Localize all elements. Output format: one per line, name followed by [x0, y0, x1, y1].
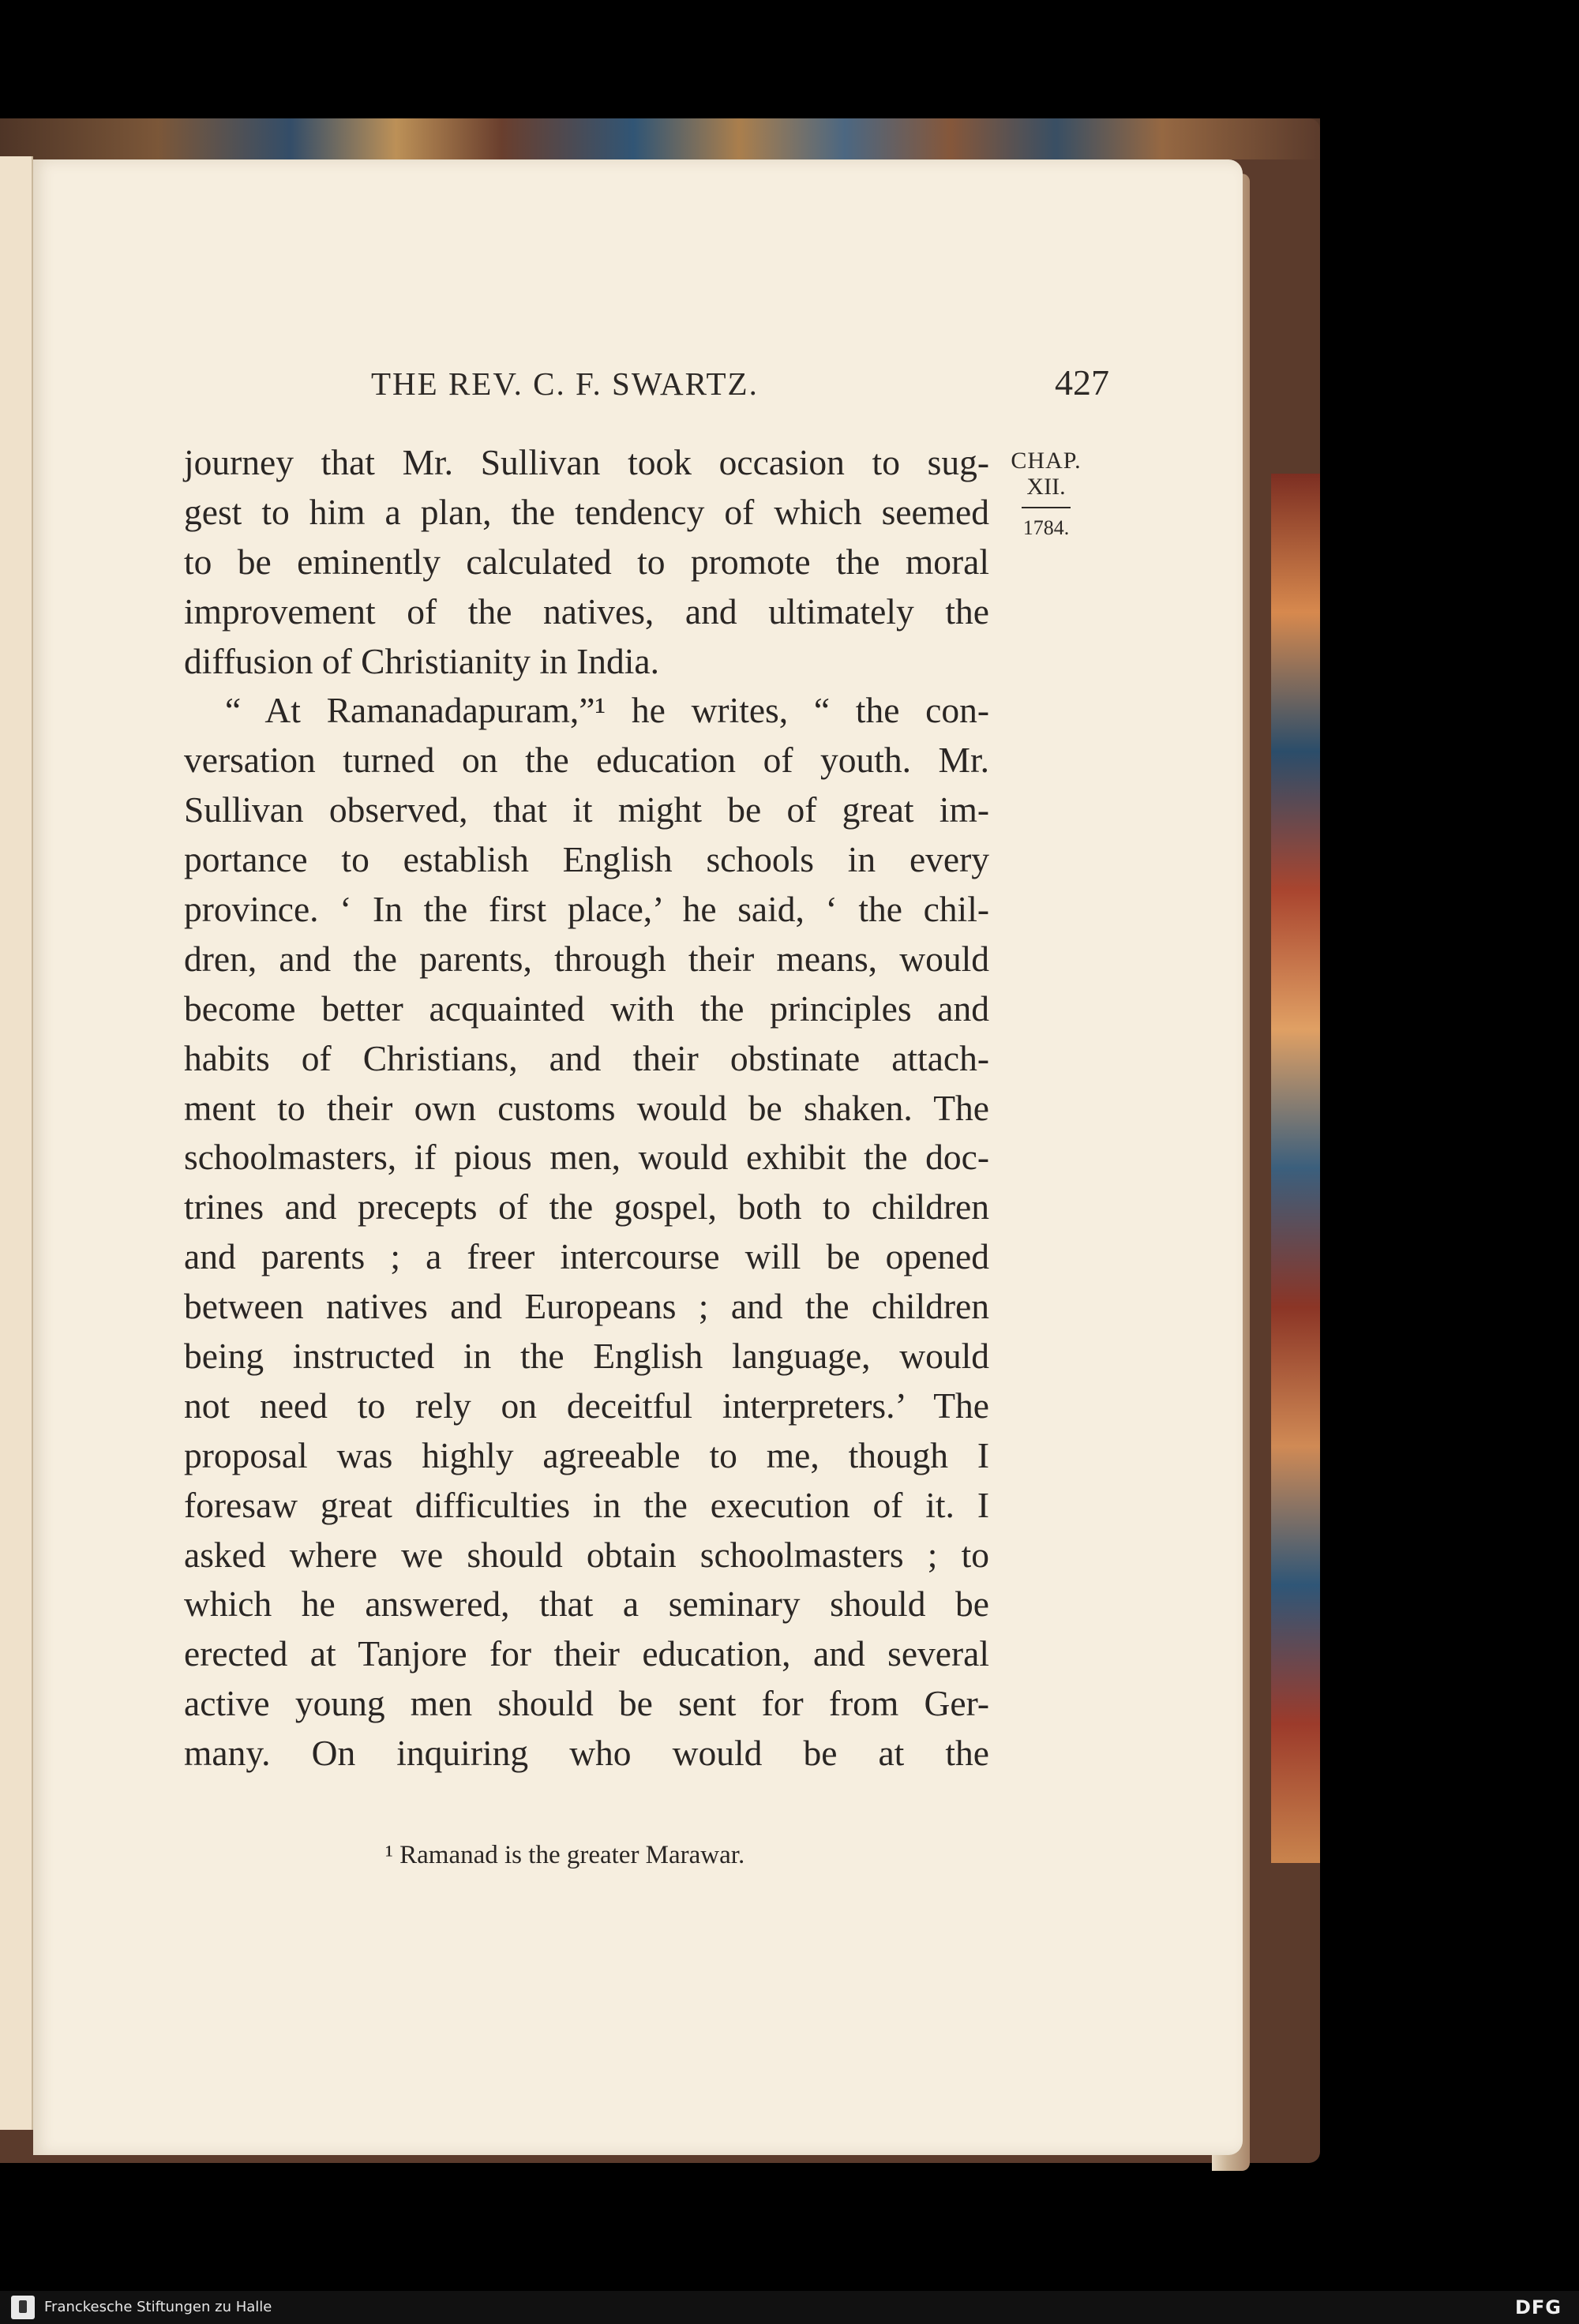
text-line: being instructed in the English language, would: [184, 1336, 989, 1377]
chapter-label: CHAP.: [1011, 448, 1082, 474]
margin-rule: [1022, 507, 1071, 508]
text-line: habits of Christians, and their obstinate attach-: [184, 1037, 989, 1078]
text-line: trines and precepts of the gospel, both to children: [184, 1186, 989, 1228]
margin-year: 1784.: [1022, 516, 1070, 539]
text-line: to be eminently calculated to promote the moral: [184, 541, 989, 582]
footnote: ¹ Ramanad is the greater Marawar.: [385, 1841, 745, 1869]
text-line: not need to rely on deceitful interpreters.’ The: [184, 1385, 989, 1426]
facing-page-edge: [0, 156, 33, 2130]
page-number: 427: [1055, 362, 1109, 403]
text-line: diffusion of Christianity in India.: [184, 640, 659, 681]
chapter-number: XII.: [1026, 474, 1066, 500]
text-line: portance to establish English schools in every: [184, 839, 989, 880]
text-line: improvement of the natives, and ultimately the: [184, 590, 989, 632]
text-line: erected at Tanjore for their education, and several: [184, 1633, 989, 1674]
text-line: journey that Mr. Sullivan took occasion to sug-: [184, 442, 989, 482]
text-line: proposal was highly agreeable to me, though I: [184, 1434, 989, 1475]
text-line: between natives and Europeans ; and the children: [184, 1286, 989, 1327]
text-line: ment to their own customs would be shaken. The: [184, 1087, 989, 1128]
text-line: dren, and the parents, through their means, would: [184, 938, 989, 979]
text-line: province. ‘ In the first place,’ he said, ‘ the chil-: [184, 889, 989, 930]
text-line: become better acquainted with the principles and: [184, 988, 989, 1029]
text-line: Sullivan observed, that it might be of great im-: [184, 789, 989, 830]
funder-logo: DFG: [1514, 2296, 1562, 2318]
text-line: versation turned on the education of youth. Mr.: [184, 740, 989, 781]
viewer-footer: [0, 2291, 1579, 2324]
text-line: which he answered, that a seminary should be: [184, 1584, 989, 1625]
marbled-edge-right: [1271, 474, 1320, 1863]
chapter-margin-note: [1003, 448, 1090, 540]
institution-logo-icon: [11, 2296, 35, 2319]
text-line: foresaw great difficulties in the execution of it. I: [184, 1484, 989, 1525]
text-line: gest to him a plan, the tendency of which seemed: [184, 491, 989, 532]
running-header: THE REV. C. F. SWARTZ.: [371, 365, 759, 402]
text-line: “ At Ramanadapuram,”¹ he writes, “ the con-: [225, 690, 989, 731]
text-line: active young men should be sent for from Ger-: [184, 1683, 989, 1724]
text-line: and parents ; a freer intercourse will be opened: [184, 1236, 989, 1277]
body-text: [184, 438, 989, 1779]
text-line: many. On inquiring who would be at the: [184, 1733, 989, 1774]
text-line: schoolmasters, if pious men, would exhibit the doc-: [184, 1137, 989, 1178]
institution-name: Franckesche Stiftungen zu Halle: [44, 2299, 272, 2315]
text-line: asked where we should obtain schoolmasters ; to: [184, 1534, 989, 1575]
marbled-edge-top: [0, 118, 1320, 159]
